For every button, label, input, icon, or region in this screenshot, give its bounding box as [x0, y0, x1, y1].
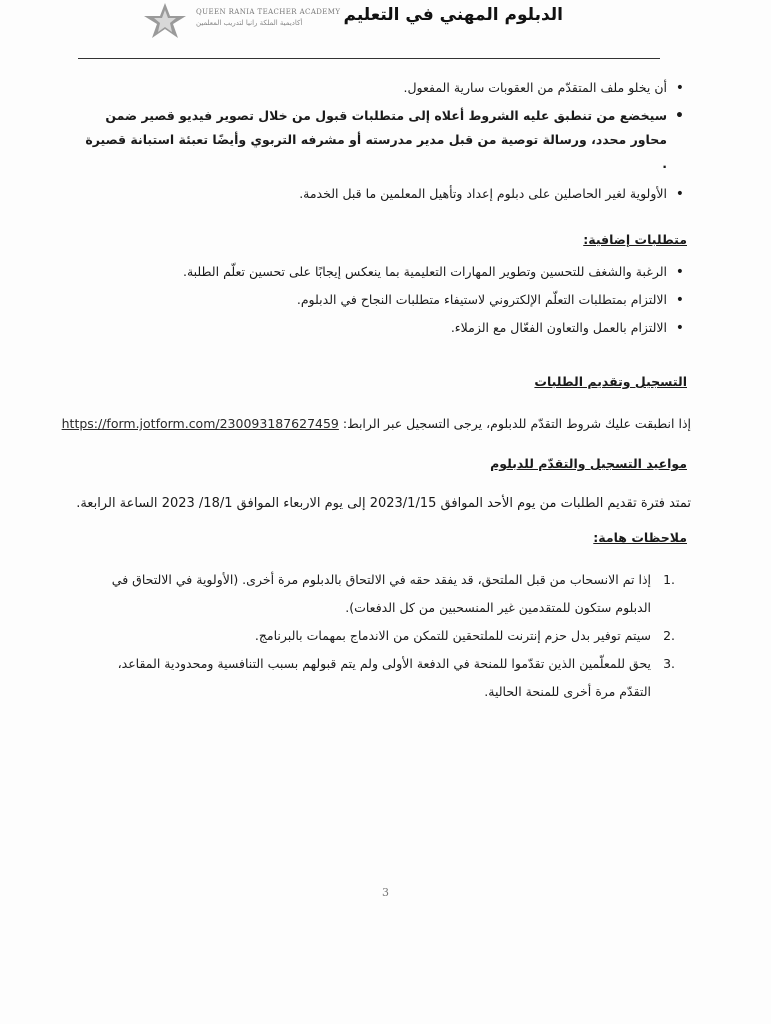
- header-divider: [78, 58, 660, 59]
- additional-requirements-heading: متطلبات إضافية:: [583, 232, 687, 247]
- dates-text: تمتد فترة تقديم الطلبات من يوم الأحد الموافق 2023/1/15 إلى يوم الاربعاء الموافق 18/1/ 2023 الساعة الرابعة.: [76, 496, 691, 511]
- eligibility-list: [77, 76, 687, 206]
- registration-text: إذا انطبقت عليك شروط التقدّم للدبلوم، يرجى التسجيل عبر الرابط: https://form.jotform.com/230093187627459: [61, 416, 691, 431]
- logo-text-ar: أكاديمية الملكة رانيا لتدريب المعلمين: [196, 19, 303, 27]
- list-item: • الرغبة والشغف للتحسين وتطوير المهارات التعليمية بما ينعكس إيجابًا على تحسين تعلّم الطلبة.: [182, 264, 684, 280]
- page-number: 3: [382, 886, 389, 899]
- list-item: .1 إذا تم الانسحاب من قبل الملتحق، قد يفقد حقه في الالتحاق بالدبلوم مرة أخرى. (الأولوية في الالتحاق في الدبلوم ستكون للمتقدمين غير المنسحبين من كل الدفعات).: [111, 572, 675, 615]
- star-logo-icon: [140, 2, 190, 40]
- dates-heading: مواعيد التسجيل والتقدّم للدبلوم: [490, 456, 687, 471]
- list-item: .3 يحق للمعلّمين الذين تقدّموا للمنحة في الدفعة الأولى ولم يتم قبولهم بسبب التنافسية ومحدودية المقاعد، التقدّم مرة أخرى للمنحة الحالية.: [117, 656, 675, 699]
- list-item: • الالتزام بمتطلبات التعلّم الإلكتروني لاستيفاء متطلبات النجاح في الدبلوم.: [296, 292, 684, 308]
- additional-requirements-list: [77, 258, 687, 342]
- list-item: • الالتزام بالعمل والتعاون الفعّال مع الزملاء.: [450, 320, 684, 336]
- registration-link[interactable]: https://form.jotform.com/230093187627459: [61, 416, 339, 431]
- registration-heading: التسجيل وتقديم الطلبات: [534, 374, 687, 389]
- page-title: الدبلوم المهني في التعليم: [343, 5, 563, 25]
- notes-heading: ملاحظات هامة:: [593, 530, 687, 545]
- list-item: • سيخضع من تنطبق عليه الشروط أعلاه إلى متطلبات قبول من خلال تصوير فيديو قصير ضمن محاور محدد، ورسالة توصية من قبل مدير مدرسته أو مشرفه التربوي وأيضًا تعبئة استبانة قصيرة .: [85, 108, 684, 171]
- list-item: .2 سيتم توفير بدل حزم إنترنت للملتحقين للتمكن من الاندماج بمهمات بالبرنامج.: [254, 628, 675, 643]
- academy-logo: [140, 2, 340, 40]
- notes-list: [107, 566, 687, 706]
- list-item: • الأولوية لغير الحاصلين على دبلوم إعداد وتأهيل المعلمين ما قبل الخدمة.: [299, 186, 684, 202]
- logo-text-en: QUEEN RANIA TEACHER ACADEMY: [196, 8, 341, 16]
- list-item: • أن يخلو ملف المتقدّم من العقوبات سارية المفعول.: [403, 80, 684, 96]
